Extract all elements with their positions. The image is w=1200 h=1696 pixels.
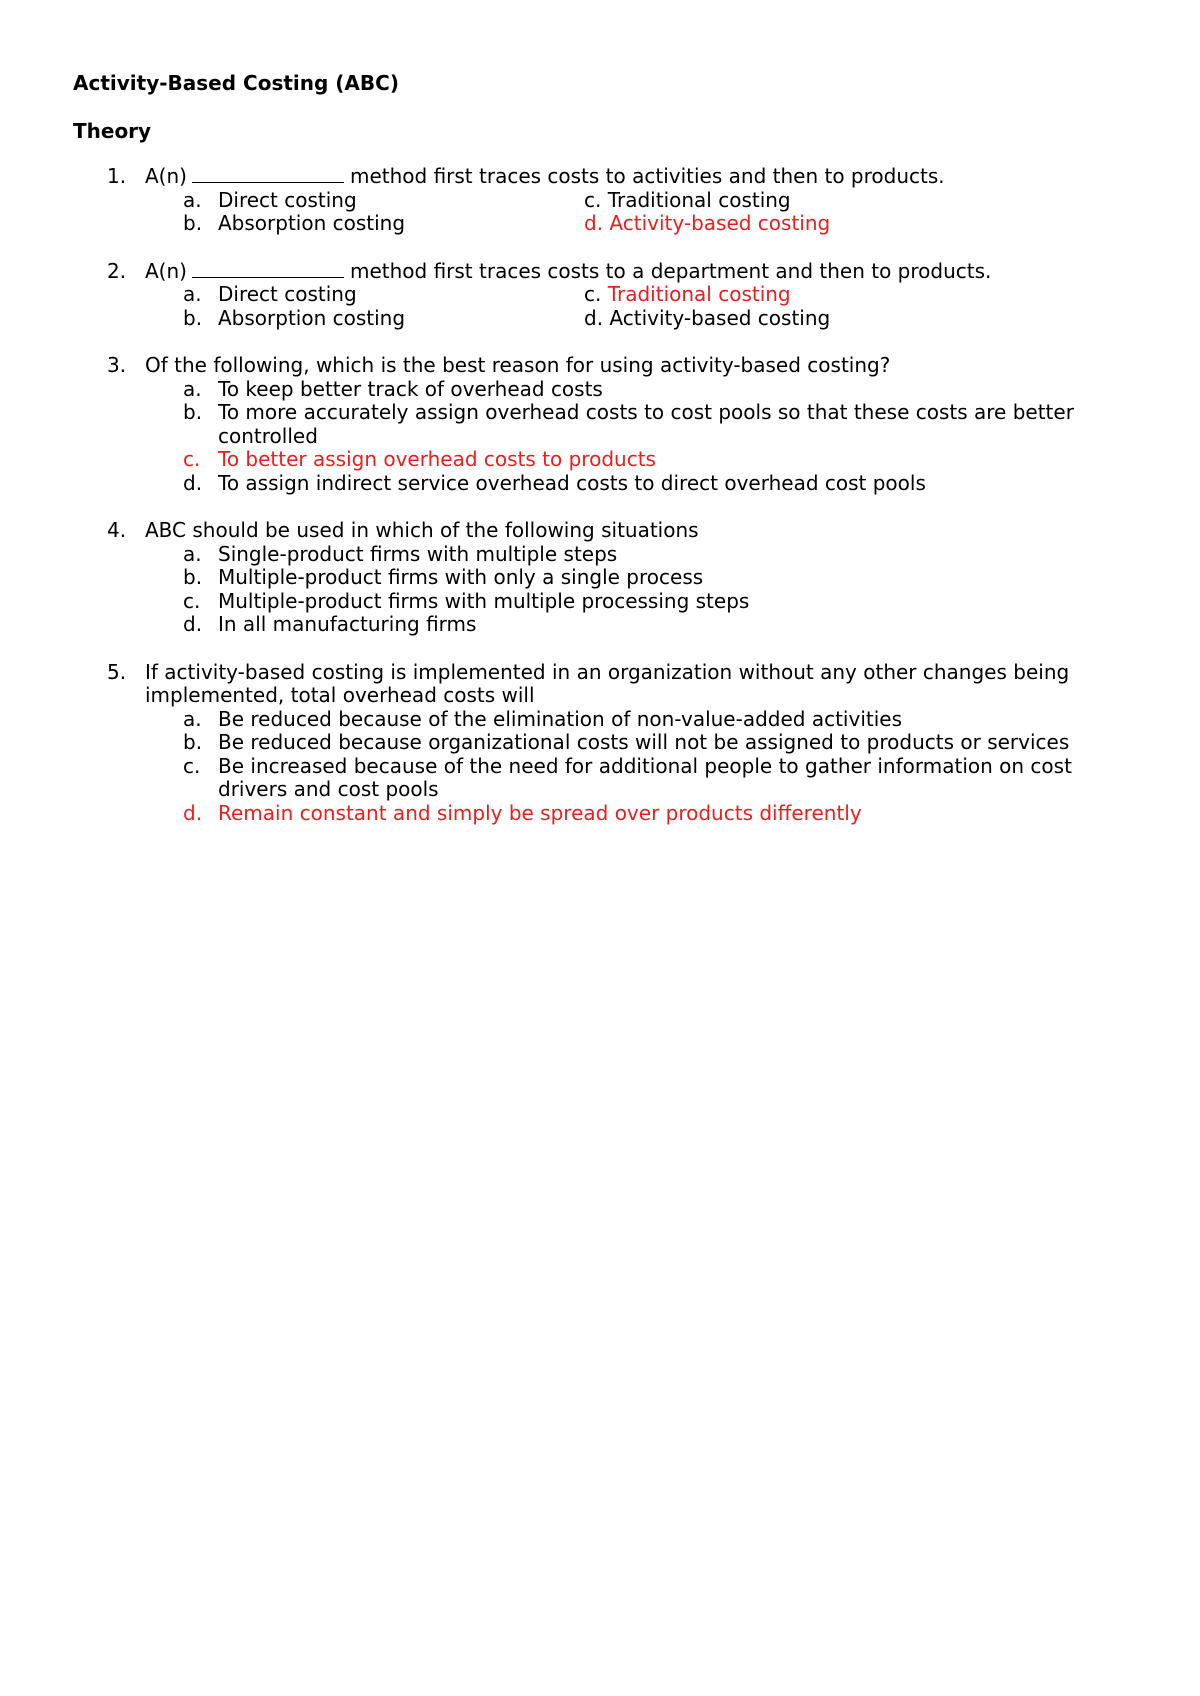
question-2 bbox=[0, 260, 1200, 331]
question-number: 3. bbox=[107, 353, 127, 377]
question-prefix: A(n) bbox=[145, 164, 187, 188]
option-label: b. bbox=[183, 730, 203, 754]
question-4 bbox=[0, 519, 1200, 637]
option-text: In all manufacturing firms bbox=[218, 612, 477, 636]
option-label: c. bbox=[183, 447, 201, 471]
option-text: Remain constant and simply be spread over products differently bbox=[218, 800, 862, 825]
question-number: 4. bbox=[107, 518, 127, 542]
option-text: Single-product firms with multiple steps bbox=[218, 541, 618, 566]
option-label: d. bbox=[183, 800, 203, 825]
option-label: c. bbox=[183, 588, 201, 613]
option-label: a. bbox=[183, 706, 202, 731]
question-suffix: method first traces costs to activities and then to products. bbox=[349, 164, 945, 188]
section-heading: Theory bbox=[73, 119, 152, 143]
answer-blank bbox=[192, 165, 344, 183]
option-text-continued: drivers and cost pools bbox=[218, 777, 439, 801]
option-text: To better assign overhead costs to products bbox=[218, 447, 656, 471]
correct-answer-option bbox=[0, 448, 1200, 472]
option-label: b. bbox=[183, 305, 203, 330]
option-text: Be reduced because of the elimination of non-value-added activities bbox=[218, 706, 902, 731]
question-1 bbox=[0, 165, 1200, 236]
question-text: If activity-based costing is implemented in an organization without any other changes being bbox=[145, 659, 1070, 684]
option-label: d. bbox=[584, 211, 604, 235]
answer-blank bbox=[192, 260, 344, 278]
option-label: b. bbox=[183, 211, 203, 235]
option-text: To more accurately assign overhead costs to cost pools so that these costs are better bbox=[218, 400, 1074, 424]
option-d-correct-answer bbox=[584, 212, 830, 236]
option-c-correct-answer bbox=[584, 283, 791, 307]
question-text: ABC should be used in which of the following situations bbox=[145, 518, 699, 542]
question-text-continued: implemented, total overhead costs will bbox=[145, 683, 535, 707]
option-d bbox=[584, 307, 830, 331]
question-list bbox=[0, 165, 1200, 849]
correct-answer-option bbox=[0, 802, 1200, 826]
question-text bbox=[145, 165, 945, 189]
option-text: Direct costing bbox=[218, 282, 357, 306]
option-text: Multiple-product firms with only a single process bbox=[218, 565, 704, 589]
option-text: Activity-based costing bbox=[609, 305, 831, 330]
option-text: To keep better track of overhead costs bbox=[218, 376, 603, 401]
question-number: 5. bbox=[107, 659, 127, 684]
option-text: Traditional costing bbox=[607, 187, 791, 212]
option-text: To assign indirect service overhead costs to direct overhead cost pools bbox=[218, 470, 926, 495]
option-text: Absorption costing bbox=[218, 211, 406, 235]
question-number: 1. bbox=[107, 164, 127, 188]
option-label: d. bbox=[584, 305, 604, 330]
option-text: Direct costing bbox=[218, 187, 357, 212]
option-text: Traditional costing bbox=[607, 282, 791, 306]
option-text: Activity-based costing bbox=[609, 211, 831, 235]
option-label: b. bbox=[183, 565, 203, 589]
question-3 bbox=[0, 354, 1200, 495]
option-label: b. bbox=[183, 400, 203, 424]
option-label: d. bbox=[183, 612, 203, 636]
option-label: c. bbox=[183, 753, 201, 778]
option-label: c. bbox=[584, 187, 602, 212]
option-label: c. bbox=[584, 282, 602, 306]
option-c bbox=[584, 189, 791, 213]
question-text: Of the following, which is the best reason for using activity-based costing? bbox=[145, 353, 891, 377]
option-label: a. bbox=[183, 376, 202, 401]
option-text: Absorption costing bbox=[218, 305, 406, 330]
option-label: a. bbox=[183, 187, 202, 212]
option-label: a. bbox=[183, 282, 202, 306]
question-suffix: method first traces costs to a department and then to products. bbox=[349, 258, 992, 283]
question-number: 2. bbox=[107, 258, 127, 283]
question-5 bbox=[0, 661, 1200, 826]
question-prefix: A(n) bbox=[145, 258, 187, 283]
option-text: Be increased because of the need for additional people to gather information on cost bbox=[218, 753, 1072, 778]
question-text bbox=[145, 260, 991, 284]
option-text: Be reduced because organizational costs will not be assigned to products or services bbox=[218, 730, 1070, 754]
option-label: a. bbox=[183, 541, 202, 566]
option-text: Multiple-product firms with multiple processing steps bbox=[218, 588, 750, 613]
option-label: d. bbox=[183, 470, 203, 495]
option-text-continued: controlled bbox=[218, 423, 318, 448]
document-title: Activity-Based Costing (ABC) bbox=[73, 71, 399, 95]
